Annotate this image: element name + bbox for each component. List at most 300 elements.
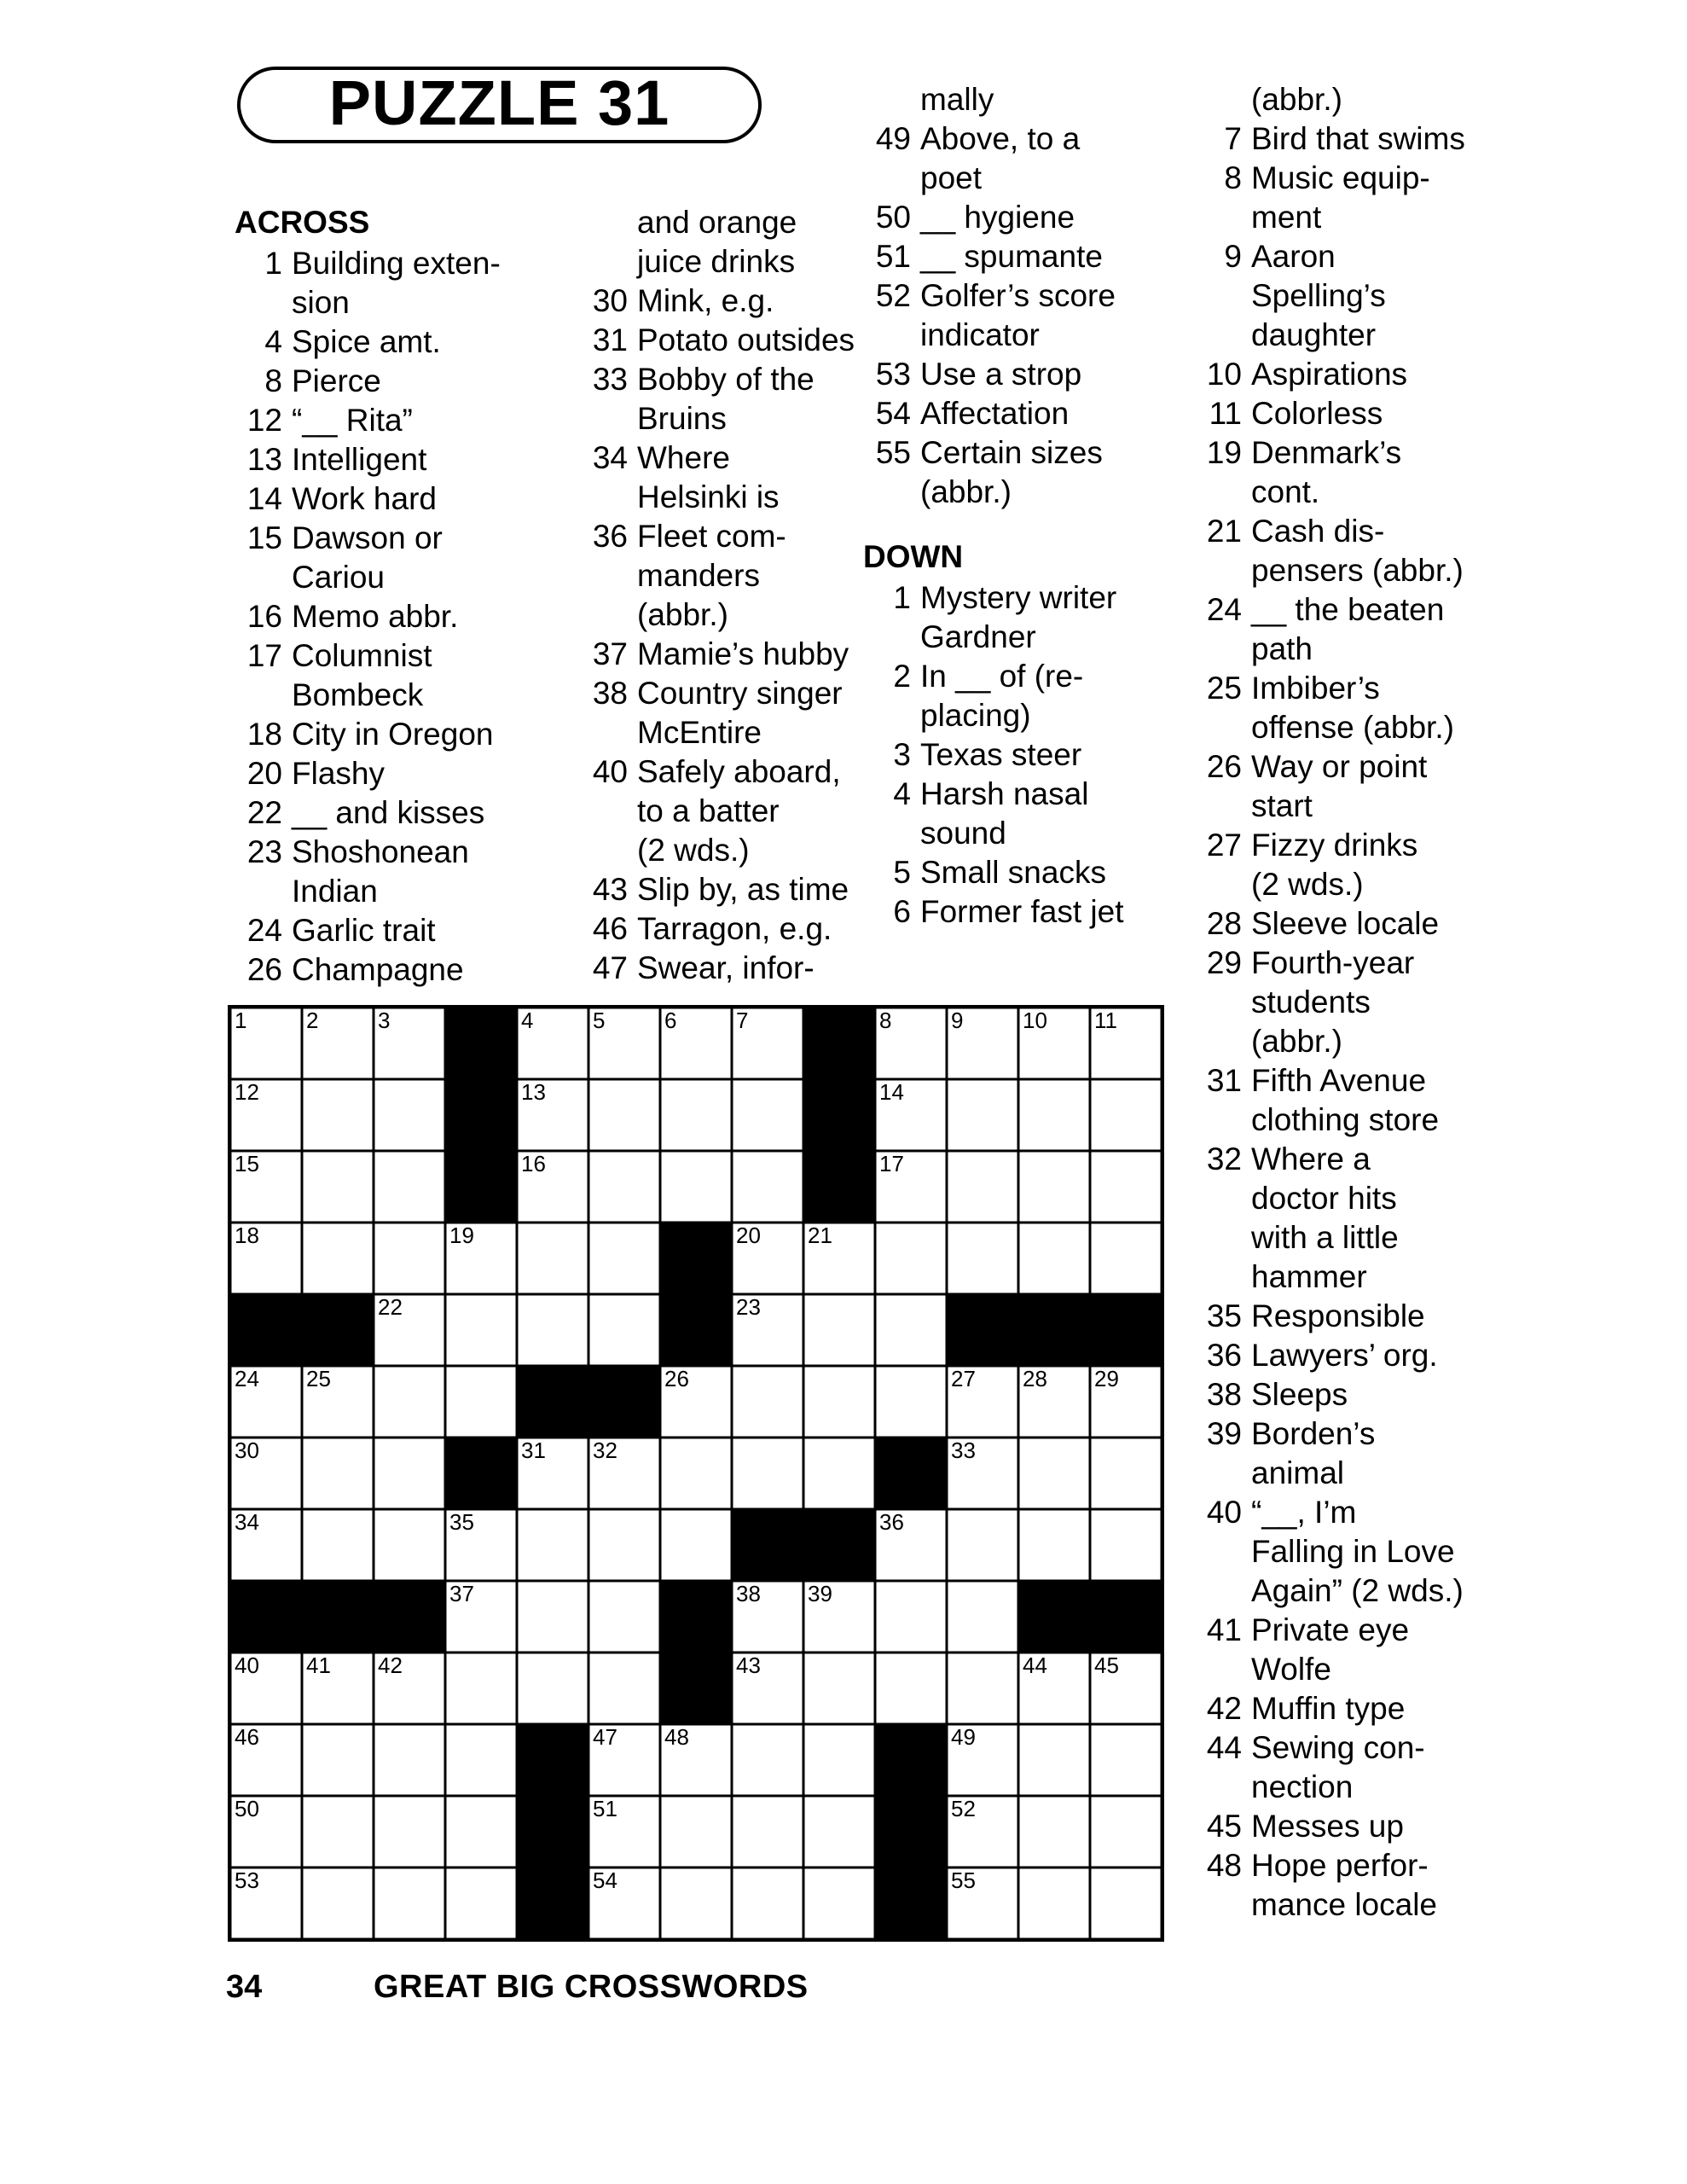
clue-number: 29 <box>1206 945 1242 980</box>
page-title: PUZZLE 31 <box>328 67 670 138</box>
grid-cell[interactable] <box>947 1796 1018 1867</box>
grid-cell[interactable] <box>588 1079 660 1151</box>
grid-cell[interactable] <box>947 1653 1018 1724</box>
clue-text: Fleet com- <box>637 519 786 554</box>
across-clue-list-part-3 <box>863 80 1145 512</box>
grid-cell[interactable] <box>947 1079 1018 1151</box>
grid-cell[interactable] <box>230 1867 302 1939</box>
grid-cell[interactable] <box>1090 1223 1162 1294</box>
across-clue-34 <box>580 439 861 478</box>
clue-text: Small snacks <box>920 855 1106 890</box>
grid-cell[interactable] <box>374 1438 445 1509</box>
grid-cell[interactable] <box>732 1079 803 1151</box>
down-clue-31 <box>1194 1061 1535 1101</box>
down-clue-38 <box>1194 1375 1535 1414</box>
grid-cell[interactable] <box>302 1867 374 1939</box>
grid-cell[interactable] <box>374 1509 445 1581</box>
down-clue-wrap-line <box>1194 708 1535 747</box>
grid-cell[interactable] <box>660 1151 732 1223</box>
down-clue-41 <box>1194 1611 1535 1650</box>
grid-cell[interactable] <box>732 1294 803 1366</box>
grid-cell[interactable] <box>803 1653 875 1724</box>
grid-cell[interactable] <box>875 1008 947 1079</box>
grid-cell[interactable] <box>374 1796 445 1867</box>
grid-cell[interactable] <box>445 1724 517 1796</box>
clue-number: 26 <box>246 952 282 987</box>
clue-text: hammer <box>1251 1259 1367 1294</box>
grid-cell[interactable] <box>947 1151 1018 1223</box>
clue-text: Intelligent <box>292 442 427 477</box>
grid-cell[interactable] <box>445 1223 517 1294</box>
grid-cell[interactable] <box>947 1509 1018 1581</box>
grid-cell-black <box>875 1724 947 1796</box>
clue-text: __ the beaten <box>1251 592 1445 627</box>
clue-number: 25 <box>1206 671 1242 706</box>
clue-number: 44 <box>1206 1730 1242 1765</box>
grid-cell-number: 34 <box>235 1509 259 1535</box>
down-clue-2 <box>863 657 1145 696</box>
grid-cell[interactable] <box>445 1653 517 1724</box>
clue-number: 34 <box>592 440 628 475</box>
grid-cell[interactable] <box>230 1724 302 1796</box>
clue-number: 24 <box>1206 592 1242 627</box>
down-clue-wrap-line <box>863 696 1145 735</box>
down-clue-wrap-line <box>1194 1101 1535 1140</box>
clue-number: 38 <box>1206 1377 1242 1412</box>
grid-cell[interactable] <box>803 1796 875 1867</box>
grid-cell[interactable] <box>517 1151 588 1223</box>
clue-number: 39 <box>1206 1416 1242 1451</box>
clue-text: Former fast jet <box>920 894 1124 929</box>
grid-cell[interactable] <box>374 1223 445 1294</box>
grid-cell[interactable] <box>732 1223 803 1294</box>
grid-cell[interactable] <box>1018 1438 1090 1509</box>
clue-text: Pierce <box>292 363 381 398</box>
grid-cell[interactable] <box>1090 1366 1162 1438</box>
across-clue-wrap-line <box>235 558 542 597</box>
grid-cell[interactable] <box>517 1223 588 1294</box>
grid-cell-black <box>803 1509 875 1581</box>
clue-number: 26 <box>1206 749 1242 784</box>
grid-cell[interactable] <box>660 1867 732 1939</box>
grid-cell[interactable] <box>875 1653 947 1724</box>
grid-cell-number: 4 <box>521 1008 534 1033</box>
down-clue-wrap-line <box>1194 1768 1535 1807</box>
clue-number: 23 <box>246 834 282 869</box>
across-clue-wrap-line <box>580 478 861 517</box>
across-clue-20 <box>235 754 542 793</box>
grid-cell[interactable] <box>445 1796 517 1867</box>
down-clue-wrap-line <box>1194 630 1535 669</box>
clue-number: 27 <box>1206 828 1242 863</box>
clue-number: 54 <box>875 396 911 431</box>
down-clue-4 <box>863 775 1145 814</box>
grid-cell[interactable] <box>1090 1008 1162 1079</box>
grid-cell[interactable] <box>660 1438 732 1509</box>
grid-cell-number: 18 <box>235 1223 259 1248</box>
page-number: 34 <box>226 1969 263 2005</box>
grid-cell[interactable] <box>302 1724 374 1796</box>
clue-text: nection <box>1251 1769 1354 1804</box>
across-clue-49 <box>863 119 1145 159</box>
clue-text: Fourth-year <box>1251 945 1415 980</box>
across-clue-43 <box>580 870 861 909</box>
down-clue-25 <box>1194 669 1535 708</box>
grid-cell[interactable] <box>1090 1079 1162 1151</box>
grid-cell[interactable] <box>875 1151 947 1223</box>
grid-cell[interactable] <box>660 1079 732 1151</box>
grid-cell[interactable] <box>947 1438 1018 1509</box>
grid-cell-black <box>732 1509 803 1581</box>
across-clue-38 <box>580 674 861 713</box>
down-clue-wrap-line <box>1194 473 1535 512</box>
across-clue-23 <box>235 833 542 872</box>
down-clue-wrap-line <box>1194 80 1535 119</box>
grid-cell[interactable] <box>732 1366 803 1438</box>
down-clue-8 <box>1194 159 1535 198</box>
down-clue-wrap-line <box>1194 551 1535 590</box>
grid-cell[interactable] <box>1018 1867 1090 1939</box>
down-clue-24 <box>1194 590 1535 630</box>
grid-cell[interactable] <box>374 1867 445 1939</box>
grid-cell-number: 50 <box>235 1796 259 1821</box>
grid-cell-black <box>302 1581 374 1653</box>
grid-cell[interactable] <box>947 1581 1018 1653</box>
down-clue-wrap-line <box>1194 316 1535 355</box>
grid-cell[interactable] <box>1018 1008 1090 1079</box>
clue-number: 32 <box>1206 1141 1242 1176</box>
down-clue-36 <box>1194 1336 1535 1375</box>
down-clue-21 <box>1194 512 1535 551</box>
grid-cell[interactable] <box>517 1008 588 1079</box>
clue-number: 53 <box>875 357 911 392</box>
grid-cell[interactable] <box>230 1151 302 1223</box>
grid-cell[interactable] <box>588 1509 660 1581</box>
grid-cell[interactable] <box>875 1366 947 1438</box>
grid-cell[interactable] <box>374 1008 445 1079</box>
grid-cell[interactable] <box>875 1509 947 1581</box>
grid-cell[interactable] <box>1018 1509 1090 1581</box>
clue-number: 7 <box>1224 121 1242 156</box>
grid-cell[interactable] <box>1018 1796 1090 1867</box>
grid-cell[interactable] <box>947 1008 1018 1079</box>
down-clue-19 <box>1194 433 1535 473</box>
grid-cell[interactable] <box>947 1867 1018 1939</box>
grid-cell[interactable] <box>660 1724 732 1796</box>
grid-cell[interactable] <box>302 1796 374 1867</box>
grid-cell[interactable] <box>302 1438 374 1509</box>
grid-cell-black <box>660 1294 732 1366</box>
grid-cell-number: 2 <box>306 1008 319 1033</box>
clue-text: sion <box>292 285 350 320</box>
grid-cell[interactable] <box>732 1867 803 1939</box>
grid-cell[interactable] <box>374 1366 445 1438</box>
grid-cell[interactable] <box>875 1294 947 1366</box>
down-clue-29 <box>1194 944 1535 983</box>
grid-cell[interactable] <box>588 1008 660 1079</box>
grid-cell[interactable] <box>732 1653 803 1724</box>
across-clue-54 <box>863 394 1145 433</box>
clue-number: 28 <box>1206 906 1242 941</box>
grid-cell-number: 44 <box>1023 1653 1047 1678</box>
grid-cell-number: 17 <box>879 1151 904 1176</box>
clue-text: Messes up <box>1251 1809 1404 1844</box>
grid-cell-number: 36 <box>879 1509 904 1535</box>
grid-cell[interactable] <box>1090 1151 1162 1223</box>
grid-cell[interactable] <box>1090 1796 1162 1867</box>
grid-cell-black <box>1018 1581 1090 1653</box>
grid-cell[interactable] <box>947 1724 1018 1796</box>
grid-cell[interactable] <box>588 1294 660 1366</box>
grid-cell-number: 46 <box>235 1724 259 1750</box>
clue-column-3 <box>863 80 1145 932</box>
grid-cell[interactable] <box>803 1366 875 1438</box>
grid-cell[interactable] <box>1090 1653 1162 1724</box>
grid-cell[interactable] <box>588 1438 660 1509</box>
grid-cell[interactable] <box>517 1438 588 1509</box>
across-clue-16 <box>235 597 542 636</box>
grid-cell-number: 23 <box>736 1294 761 1320</box>
clue-number: 12 <box>246 403 282 438</box>
clue-number: 38 <box>592 676 628 711</box>
grid-cell-number: 37 <box>449 1581 474 1606</box>
clue-text: start <box>1251 788 1313 823</box>
grid-cell-number: 28 <box>1023 1366 1047 1391</box>
grid-cell[interactable] <box>302 1008 374 1079</box>
clue-text: Fifth Avenue <box>1251 1063 1427 1098</box>
grid-cell[interactable] <box>445 1294 517 1366</box>
grid-cell[interactable] <box>230 1366 302 1438</box>
clue-text: Mink, e.g. <box>637 283 774 318</box>
clue-text: (2 wds.) <box>637 833 750 868</box>
grid-cell[interactable] <box>517 1581 588 1653</box>
clue-text: “__, I’m <box>1251 1495 1357 1530</box>
clue-text: Spelling’s <box>1251 278 1386 313</box>
grid-cell[interactable] <box>230 1796 302 1867</box>
across-clue-list-part-2 <box>580 203 861 988</box>
across-clue-wrap-line <box>580 399 861 439</box>
clue-number: 6 <box>893 894 911 929</box>
grid-cell[interactable] <box>732 1724 803 1796</box>
across-clue-wrap-line <box>580 831 861 870</box>
across-clue-1 <box>235 244 542 283</box>
grid-cell[interactable] <box>302 1366 374 1438</box>
grid-cell[interactable] <box>732 1008 803 1079</box>
grid-cell[interactable] <box>445 1366 517 1438</box>
clue-text: pensers (abbr.) <box>1251 553 1464 588</box>
grid-cell[interactable] <box>517 1653 588 1724</box>
clue-text: Mamie’s hubby <box>637 636 849 671</box>
grid-cell[interactable] <box>230 1223 302 1294</box>
grid-cell[interactable] <box>302 1653 374 1724</box>
across-clue-14 <box>235 479 542 519</box>
across-clue-13 <box>235 440 542 479</box>
grid-cell[interactable] <box>517 1079 588 1151</box>
grid-cell[interactable] <box>1018 1724 1090 1796</box>
grid-cell[interactable] <box>517 1294 588 1366</box>
clue-number: 18 <box>246 717 282 752</box>
clue-text: Bobby of the <box>637 362 815 397</box>
grid-cell[interactable] <box>660 1509 732 1581</box>
across-clue-list-part-1 <box>235 244 542 990</box>
clue-number: 2 <box>893 659 911 694</box>
grid-cell[interactable] <box>445 1509 517 1581</box>
grid-cell[interactable] <box>588 1867 660 1939</box>
clue-text: Harsh nasal <box>920 776 1089 811</box>
grid-cell[interactable] <box>803 1438 875 1509</box>
clue-text: Aaron <box>1251 239 1336 274</box>
grid-cell[interactable] <box>803 1294 875 1366</box>
grid-cell[interactable] <box>660 1008 732 1079</box>
grid-cell-black <box>517 1867 588 1939</box>
clue-text: Bombeck <box>292 677 424 712</box>
grid-cell-number: 43 <box>736 1653 761 1678</box>
grid-cell[interactable] <box>374 1151 445 1223</box>
grid-cell[interactable] <box>588 1796 660 1867</box>
grid-cell[interactable] <box>1090 1867 1162 1939</box>
down-clue-wrap-line <box>1194 983 1535 1022</box>
grid-cell[interactable] <box>230 1438 302 1509</box>
grid-cell-number: 49 <box>951 1724 976 1750</box>
grid-cell[interactable] <box>302 1079 374 1151</box>
grid-cell[interactable] <box>803 1223 875 1294</box>
grid-cell[interactable] <box>1090 1724 1162 1796</box>
grid-cell[interactable] <box>1018 1366 1090 1438</box>
grid-cell-number: 48 <box>664 1724 689 1750</box>
clue-text: (abbr.) <box>637 597 728 632</box>
grid-cell-black <box>588 1366 660 1438</box>
grid-cell[interactable] <box>875 1223 947 1294</box>
clue-number: 49 <box>875 121 911 156</box>
grid-cell[interactable] <box>588 1581 660 1653</box>
down-clue-3 <box>863 735 1145 775</box>
grid-cell[interactable] <box>374 1294 445 1366</box>
grid-cell[interactable] <box>732 1151 803 1223</box>
grid-cell-number: 11 <box>1094 1008 1117 1033</box>
grid-cell-number: 51 <box>593 1796 617 1821</box>
clue-text: indicator <box>920 317 1040 352</box>
down-clue-wrap-line <box>1194 787 1535 826</box>
across-clue-52 <box>863 276 1145 316</box>
clue-text: Building exten- <box>292 246 501 281</box>
grid-cell[interactable] <box>803 1581 875 1653</box>
down-clue-1 <box>863 578 1145 618</box>
grid-cell-number: 26 <box>664 1366 689 1391</box>
grid-cell[interactable] <box>230 1008 302 1079</box>
clue-number: 16 <box>246 599 282 634</box>
grid-cell[interactable] <box>660 1366 732 1438</box>
across-clue-15 <box>235 519 542 558</box>
grid-cell[interactable] <box>517 1509 588 1581</box>
across-clue-wrap-line <box>235 283 542 322</box>
clue-text: Gardner <box>920 619 1036 654</box>
down-heading: DOWN <box>863 539 964 574</box>
clue-text: juice drinks <box>637 244 796 279</box>
across-clue-wrap-line <box>580 556 861 595</box>
down-clue-wrap-line <box>863 618 1145 657</box>
clue-number: 24 <box>246 913 282 948</box>
clue-text: clothing store <box>1251 1102 1440 1137</box>
grid-cell[interactable] <box>445 1581 517 1653</box>
crossword-grid[interactable] <box>228 1005 1164 1942</box>
clue-text: Safely aboard, <box>637 754 841 789</box>
clue-text: Private eye <box>1251 1612 1410 1647</box>
grid-cell[interactable] <box>230 1653 302 1724</box>
grid-cell[interactable] <box>302 1509 374 1581</box>
grid-cell[interactable] <box>374 1079 445 1151</box>
grid-cell[interactable] <box>588 1151 660 1223</box>
grid-cell-black <box>803 1008 875 1079</box>
clue-text: mance locale <box>1251 1887 1438 1922</box>
grid-cell-number: 38 <box>736 1581 761 1606</box>
grid-cell[interactable] <box>1018 1151 1090 1223</box>
grid-cell[interactable] <box>445 1867 517 1939</box>
grid-cell[interactable] <box>732 1796 803 1867</box>
grid-cell-black <box>445 1079 517 1151</box>
grid-cell[interactable] <box>803 1724 875 1796</box>
clue-number: 13 <box>246 442 282 477</box>
grid-cell[interactable] <box>588 1653 660 1724</box>
grid-cell[interactable] <box>588 1223 660 1294</box>
across-clue-17 <box>235 636 542 676</box>
down-clue-48 <box>1194 1846 1535 1885</box>
grid-cell-black <box>445 1438 517 1509</box>
grid-cell-number: 42 <box>378 1653 403 1678</box>
across-heading: ACROSS <box>235 205 370 240</box>
grid-cell[interactable] <box>230 1079 302 1151</box>
clue-number: 36 <box>592 519 628 554</box>
across-clue-47 <box>580 949 861 988</box>
clue-text: manders <box>637 558 760 593</box>
grid-cell[interactable] <box>1018 1653 1090 1724</box>
grid-cell[interactable] <box>732 1581 803 1653</box>
grid-cell[interactable] <box>1090 1509 1162 1581</box>
grid-cell[interactable] <box>732 1438 803 1509</box>
grid-cell[interactable] <box>660 1796 732 1867</box>
clue-number: 47 <box>592 950 628 985</box>
clue-text: Garlic trait <box>292 913 436 948</box>
clue-text: Champagne <box>292 952 464 987</box>
grid-cell[interactable] <box>588 1724 660 1796</box>
grid-cell[interactable] <box>947 1223 1018 1294</box>
grid-cell[interactable] <box>302 1151 374 1223</box>
clue-number: 45 <box>1206 1809 1242 1844</box>
grid-cell[interactable] <box>947 1366 1018 1438</box>
grid-cell[interactable] <box>230 1509 302 1581</box>
clue-text: __ spumante <box>920 239 1103 274</box>
grid-cell[interactable] <box>803 1867 875 1939</box>
across-clue-26 <box>235 950 542 990</box>
clue-number: 50 <box>875 200 911 235</box>
grid-cell[interactable] <box>1090 1438 1162 1509</box>
down-clue-9 <box>1194 237 1535 276</box>
grid-cell-number: 41 <box>306 1653 331 1678</box>
across-clue-55 <box>863 433 1145 473</box>
grid-cell[interactable] <box>875 1079 947 1151</box>
grid-cell[interactable] <box>1018 1079 1090 1151</box>
grid-cell[interactable] <box>374 1724 445 1796</box>
grid-cell[interactable] <box>875 1581 947 1653</box>
clue-text: (2 wds.) <box>1251 867 1364 902</box>
clue-text: Spice amt. <box>292 324 441 359</box>
grid-cell[interactable] <box>1018 1223 1090 1294</box>
grid-cell[interactable] <box>302 1223 374 1294</box>
grid-cell-number: 5 <box>593 1008 606 1033</box>
grid-cell-number: 47 <box>593 1724 617 1750</box>
grid-cell[interactable] <box>374 1653 445 1724</box>
clue-text: mally <box>920 82 994 117</box>
clue-text: with a little <box>1251 1220 1399 1255</box>
